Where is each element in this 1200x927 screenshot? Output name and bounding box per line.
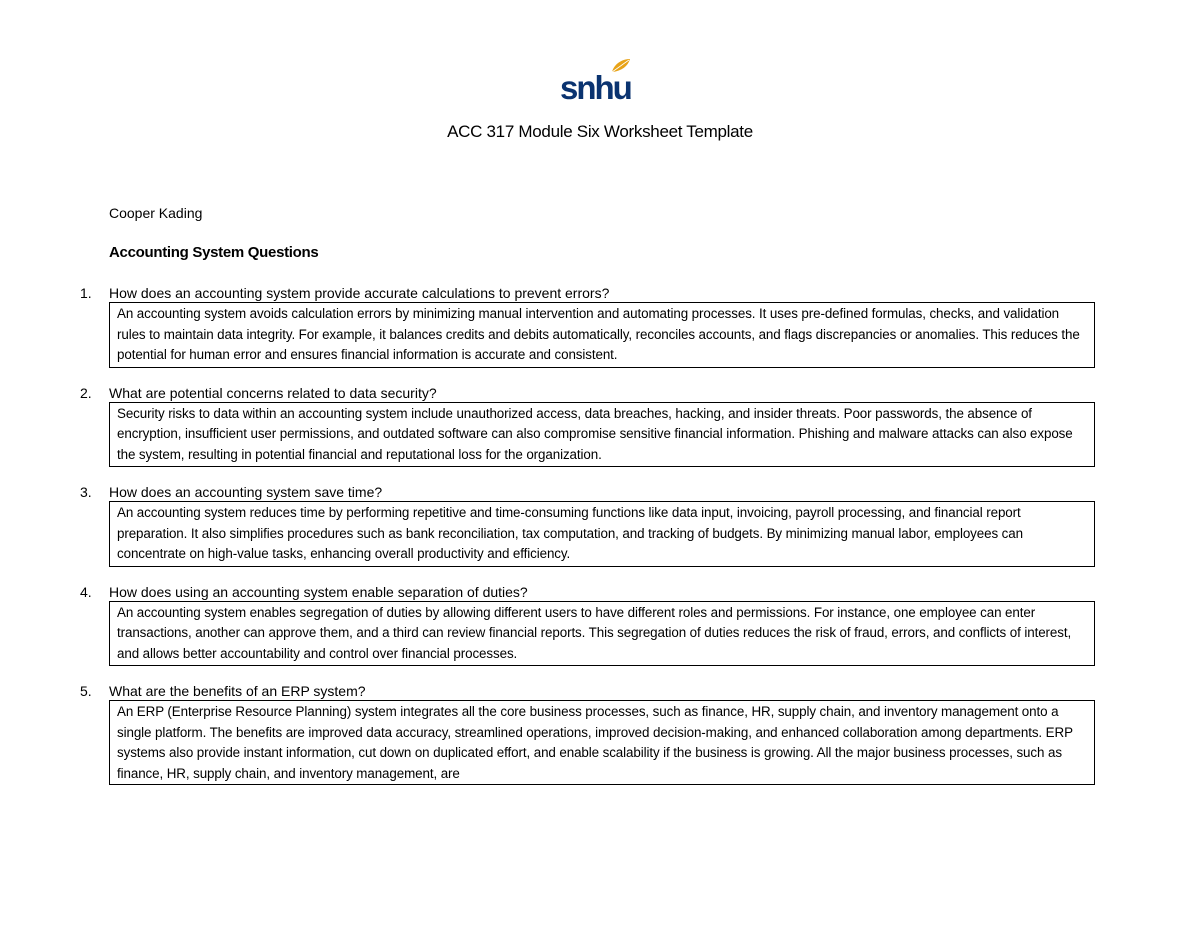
answer-box[interactable]: An accounting system avoids calculation errors by minimizing manual intervention and automating processes. It uses pre-defined formulas, checks, and validation rules to maintain data integrity. For example, it balances credits and debits automatically, reconciles accounts, and flags discrepancies or anomalies. This reduces the potential for human error and ensures financial information is accurate and consistent. [109, 302, 1095, 368]
question-text: How does an accounting system save time? [109, 484, 383, 500]
question-number: 4. [80, 583, 92, 600]
answer-box[interactable]: Security risks to data within an accounting system include unauthorized access, data breaches, hacking, and insider threats. Poor passwords, the absence of encryption, insufficient user permissions, and outdated software can also compromise sensitive financial information. Phishing and malware attacks can also expose the system, resulting in potential financial and reputational loss for the organization. [109, 402, 1095, 468]
question-number: 1. [80, 285, 92, 301]
question-text: How does an accounting system provide accurate calculations to prevent errors? [109, 285, 610, 301]
question-number: 3. [80, 484, 92, 500]
snhu-logo [560, 58, 640, 104]
author-name: Cooper Kading [109, 205, 203, 221]
section-heading: Accounting System Questions [109, 244, 319, 261]
question-text: How does using an accounting system enable separation of duties? [109, 583, 528, 600]
question-text: What are potential concerns related to data security? [109, 384, 437, 401]
question-item-3 [80, 483, 1095, 567]
logo-text: snhu [560, 69, 631, 106]
question-item-1 [80, 284, 1095, 368]
document-title: ACC 317 Module Six Worksheet Template [447, 122, 753, 141]
question-number: 2. [80, 384, 92, 401]
answer-box[interactable]: An ERP (Enterprise Resource Planning) system integrates all the core business processes, such as finance, HR, supply chain, and inventory management onto a single platform. The benefits are improved data accuracy, streamlined operations, improved decision-making, and enhanced collaboration among departments. ERP systems also provide instant information, cut down on duplicated effort, and enable scalability if the business is growing. All the major business processes, such as finance, HR, supply chain, and inventory management, are [109, 700, 1095, 785]
answer-box[interactable]: An accounting system enables segregation of duties by allowing different users to have different roles and permissions. For instance, one employee can enter transactions, another can approve them, and a third can review financial reports. This segregation of duties reduces the risk of fraud, errors, and conflicts of interest, and allows better accountability and control over financial processes. [109, 601, 1095, 667]
question-item-2 [80, 384, 1095, 468]
question-list [80, 284, 1095, 801]
question-number: 5. [80, 683, 92, 699]
question-item-5 [80, 682, 1095, 785]
question-item-4 [80, 583, 1095, 667]
question-text: What are the benefits of an ERP system? [109, 683, 366, 699]
answer-box[interactable]: An accounting system reduces time by performing repetitive and time-consuming functions like data input, invoicing, payroll processing, and financial report preparation. It also simplifies procedures such as bank reconciliation, tax computation, and tracking of budgets. By minimizing manual labor, employees can concentrate on high-value tasks, enhancing overall productivity and efficiency. [109, 501, 1095, 567]
